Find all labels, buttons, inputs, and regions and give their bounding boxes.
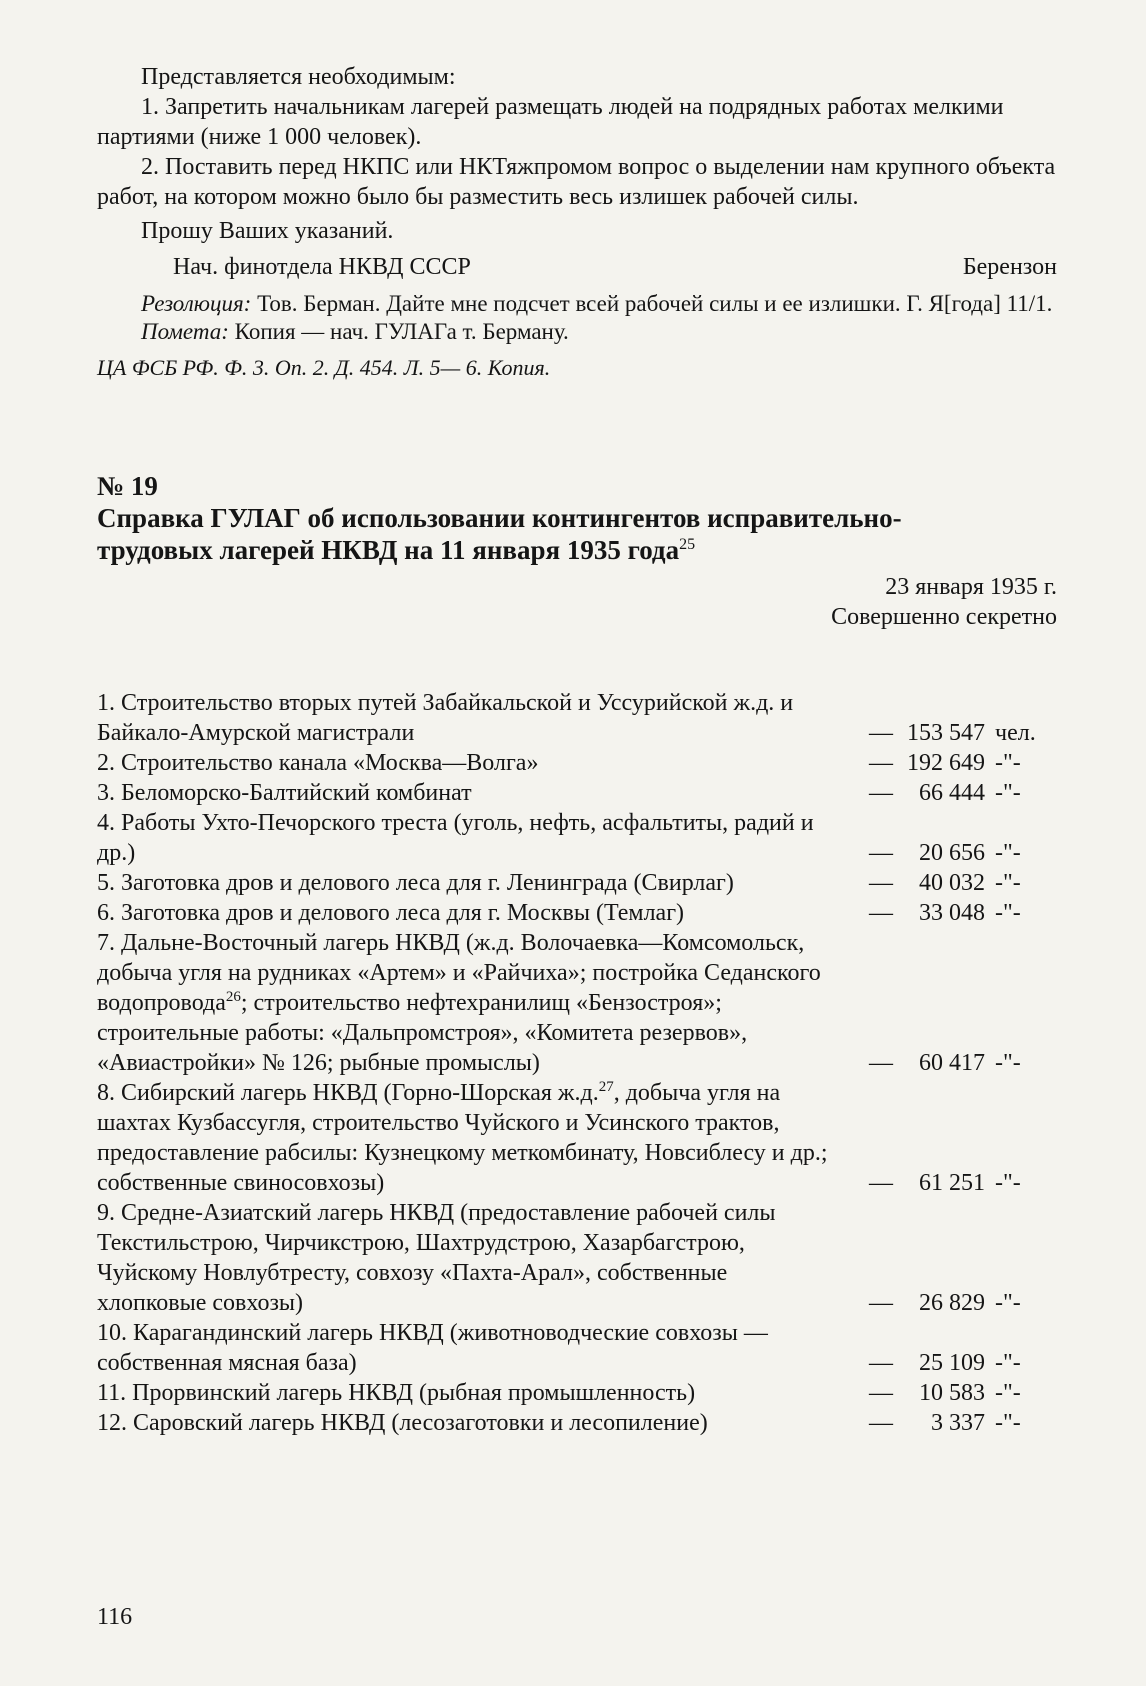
item-dash: — <box>869 1170 893 1196</box>
item-text: 11. Прорвинский лагерь НКВД (рыбная промышленность) <box>97 1380 696 1406</box>
item-text-part: ; строительство нефтехранилищ «Бензостроя»; строительные работы: «Дальпромстроя», «Комитета резервов», «Авиастройки» № 126; рыбные промыслы) <box>97 990 748 1076</box>
item-footnote: 27 <box>598 1079 614 1095</box>
document-title-text: Справка ГУЛАГ об использовании контингентов исправительно-трудовых лагерей НКВД на 11 января 1935 года <box>97 503 902 565</box>
page-number: 116 <box>97 1604 133 1630</box>
resolution-label: Резолюция: <box>141 291 252 316</box>
intro-request: Прошу Ваших указаний. <box>141 218 394 244</box>
item-text: 2. Строительство канала «Москва—Волга» <box>97 750 539 776</box>
item-text: 1. Строительство вторых путей Забайкальской и Уссурийской ж.д. и Байкало-Амурской магистрали <box>97 690 794 746</box>
item-text: 4. Работы Ухто-Печорского треста (уголь, нефть, асфальтиты, радий и др.) <box>97 810 814 866</box>
note-text: Копия — нач. ГУЛАГа т. Берману. <box>228 319 569 344</box>
item-dash: — <box>869 1410 893 1436</box>
resolution-text: Тов. Берман. Дайте мне подсчет всей рабочей силы и ее излишки. Г. Я[года] 11/1. <box>251 291 1053 316</box>
item-value: 25 109 <box>919 1350 985 1376</box>
item-text-part: 8. Сибирский лагерь НКВД (Горно-Шорская ж.д. <box>97 1080 599 1106</box>
document-date: 23 января 1935 г. <box>885 574 1057 600</box>
item-value: 20 656 <box>919 840 985 866</box>
list-item <box>97 928 1057 1078</box>
item-unit: -"- <box>995 1350 1021 1376</box>
document-header <box>97 470 1057 632</box>
list-item <box>97 898 1057 928</box>
signer-title: Нач. финотдела НКВД СССР <box>173 254 471 280</box>
intro-heading: Представляется необходимым: <box>141 64 456 90</box>
item-unit: -"- <box>995 780 1021 806</box>
resolution <box>97 290 1057 318</box>
item-dash: — <box>869 900 893 926</box>
item-value: 66 444 <box>919 780 985 806</box>
item-dash: — <box>869 720 893 746</box>
item-value: 3 337 <box>931 1410 985 1436</box>
item-unit: -"- <box>995 900 1021 926</box>
item-value: 192 649 <box>907 750 985 776</box>
item-value: 61 251 <box>919 1170 985 1196</box>
note-label: Помета: <box>141 319 229 344</box>
signer-name: Берензон <box>962 254 1057 280</box>
item-value: 33 048 <box>919 900 985 926</box>
note <box>97 318 1057 346</box>
list-item <box>97 808 1057 868</box>
item-value: 40 032 <box>919 870 985 896</box>
signature-line <box>97 252 1057 282</box>
document-number: № 19 <box>97 471 158 501</box>
list-item <box>97 748 1057 778</box>
archive-reference: ЦА ФСБ РФ. Ф. 3. Оп. 2. Д. 454. Л. 5— 6. Копия. <box>97 355 551 380</box>
item-unit: -"- <box>995 1170 1021 1196</box>
item-text: 9. Средне-Азиатский лагерь НКВД (предоставление рабочей силы Текстильстрою, Чирчикстрою, Шахтрудстрою, Хазарбагстрою, Чуйскому Новлубтресту, совхозу «Пахта-Арал», собственные хлопковые совхозы) <box>97 1200 776 1316</box>
item-text <box>97 1078 842 1198</box>
item-text: 10. Карагандинский лагерь НКВД (животноводческие совхозы — собственная мясная база) <box>97 1320 768 1376</box>
item-value: 26 829 <box>919 1290 985 1316</box>
item-unit: -"- <box>995 1050 1021 1076</box>
item-unit: -"- <box>995 750 1021 776</box>
list-item <box>97 688 1057 748</box>
intro-point-2: 2. Поставить перед НКПС или НКТяжпромом вопрос о выделении нам крупного объекта работ, на котором можно было бы разместить весь излишек рабочей силы. <box>97 154 1056 210</box>
document-title-footnote: 25 <box>679 536 696 553</box>
item-value: 60 417 <box>919 1050 985 1076</box>
item-text-part: 7. Дальне-Восточный лагерь НКВД (ж.д. Волочаевка—Комсомольск, добыча угля на рудниках «Артем» и «Райчиха»; постройка Седанского водопровода <box>97 930 821 1016</box>
item-value: 10 583 <box>919 1380 985 1406</box>
list-item <box>97 1408 1057 1438</box>
item-unit: -"- <box>995 840 1021 866</box>
item-dash: — <box>869 1050 893 1076</box>
item-footnote: 26 <box>225 989 241 1005</box>
intro-point-1: 1. Запретить начальникам лагерей размещать людей на подрядных работах мелкими партиями (ниже 1 000 человек). <box>97 94 1004 150</box>
list-item <box>97 778 1057 808</box>
item-unit: -"- <box>995 1410 1021 1436</box>
document-title <box>97 502 917 566</box>
intro-section <box>97 62 1057 382</box>
item-dash: — <box>869 1380 893 1406</box>
list-item <box>97 1378 1057 1408</box>
item-dash: — <box>869 1290 893 1316</box>
item-dash: — <box>869 1350 893 1376</box>
list-item <box>97 1078 1057 1198</box>
item-unit: -"- <box>995 1380 1021 1406</box>
item-dash: — <box>869 870 893 896</box>
item-text <box>97 928 842 1078</box>
item-dash: — <box>869 780 893 806</box>
item-text: 6. Заготовка дров и делового леса для г. Москвы (Темлаг) <box>97 900 685 926</box>
document-classification: Совершенно секретно <box>831 604 1057 630</box>
item-text: 3. Беломорско-Балтийский комбинат <box>97 780 472 806</box>
list-item <box>97 1198 1057 1318</box>
list-item <box>97 1318 1057 1378</box>
item-unit: -"- <box>995 1290 1021 1316</box>
item-dash: — <box>869 840 893 866</box>
item-text: 5. Заготовка дров и делового леса для г. Ленинграда (Свирлаг) <box>97 870 734 896</box>
item-text: 12. Саровский лагерь НКВД (лесозаготовки и лесопиление) <box>97 1410 708 1436</box>
item-unit: -"- <box>995 870 1021 896</box>
item-value: 153 547 <box>907 720 985 746</box>
list-item <box>97 868 1057 898</box>
item-unit: чел. <box>995 720 1036 746</box>
contingent-list <box>97 688 1057 1438</box>
item-text-part: , добыча угля на шахтах Кузбассугля, строительство Чуйского и Усинского трактов, предоставление рабсилы: Кузнецкому меткомбинату, Новсиблесу и др.; собственные свиносовхозы) <box>97 1080 828 1196</box>
item-dash: — <box>869 750 893 776</box>
